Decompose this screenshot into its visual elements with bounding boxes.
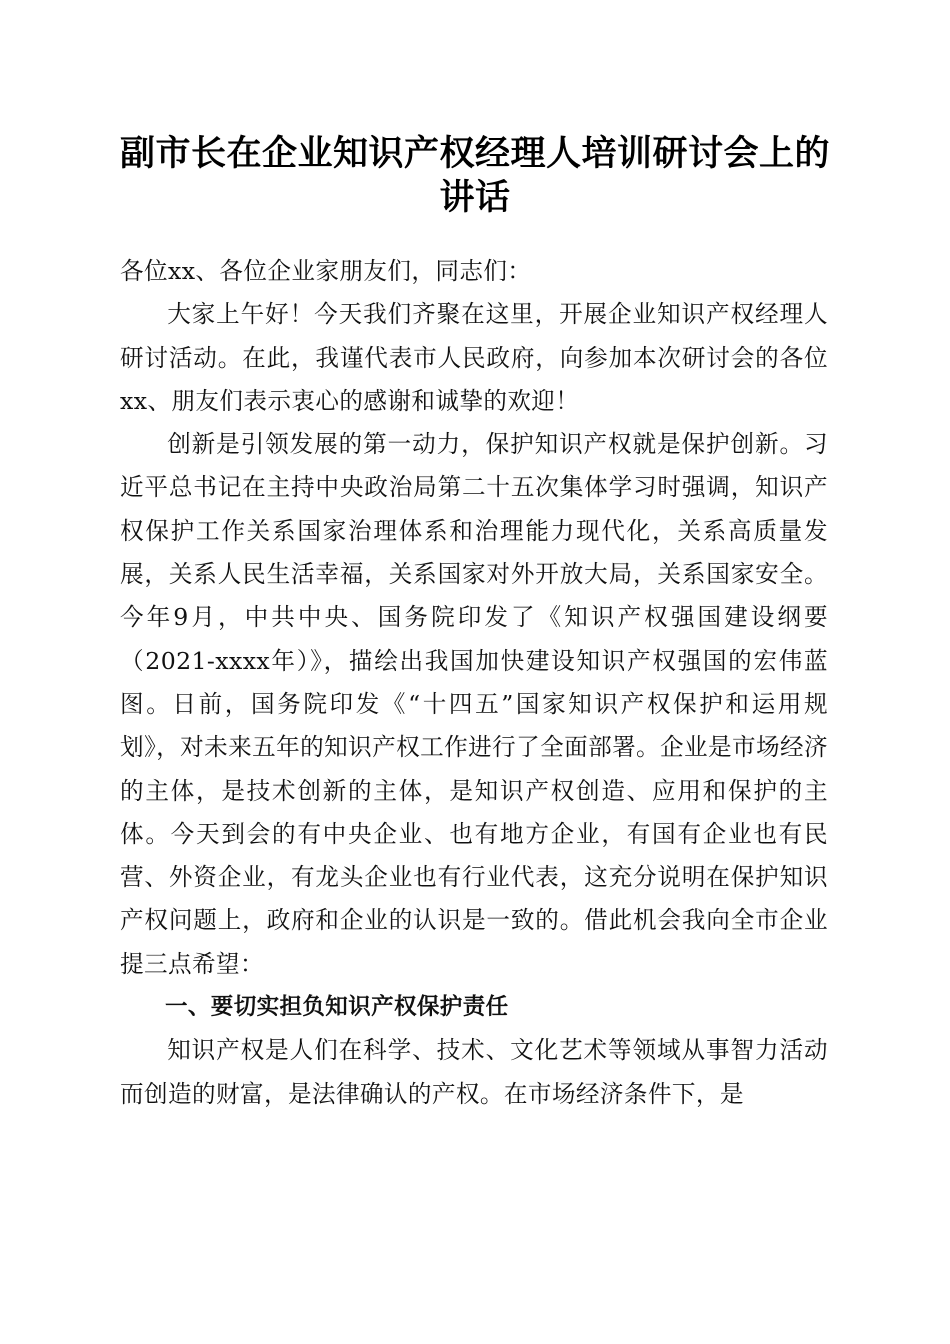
paragraph-greeting: 大家上午好！今天我们齐聚在这里，开展企业知识产权经理人研讨活动。在此，我谨代表市人民政府，向参加本次研讨会的各位xx、朋友们表示衷心的感谢和诚挚的欢迎！	[120, 300, 828, 415]
paragraph-innovation: 创新是引领发展的第一动力，保护知识产权就是保护创新。习近平总书记在主持中央政治局第二十五次集体学习时强调，知识产权保护工作关系国家治理体系和治理能力现代化，关系高质量发展，关系人民生活幸福，关系国家对外开放大局，关系国家安全。今年9月，中共中央、国务院印发了《知识产权强国建设纲要（2021-xxxx年）》，描绘出我国加快建设知识产权强国的宏伟蓝图。日前，国务院印发《“十四五”国家知识产权保护和运用规划》，对未来五年的知识产权工作进行了全面部署。企业是市场经济的主体，是技术创新的主体，是知识产权创造、应用和保护的主体。今天到会的有中央企业、也有地方企业，有国有企业也有民营、外资企业，有龙头企业也有行业代表，这充分说明在保护知识产权问题上，政府和企业的认识是一致的。借此机会我向全市企业提三点希望：	[120, 430, 829, 978]
salutation: 各位xx、各位企业家朋友们，同志们：	[120, 257, 532, 285]
document-title: 副市长在企业知识产权经理人培训研讨会上的讲话	[119, 133, 830, 218]
document-body	[120, 250, 828, 1116]
section-heading: 一、要切实担负知识产权保护责任	[165, 994, 509, 1021]
paragraph-section-one: 知识产权是人们在科学、技术、文化艺术等领域从事智力活动而创造的财富，是法律确认的产权。在市场经济条件下，是	[120, 1036, 828, 1108]
